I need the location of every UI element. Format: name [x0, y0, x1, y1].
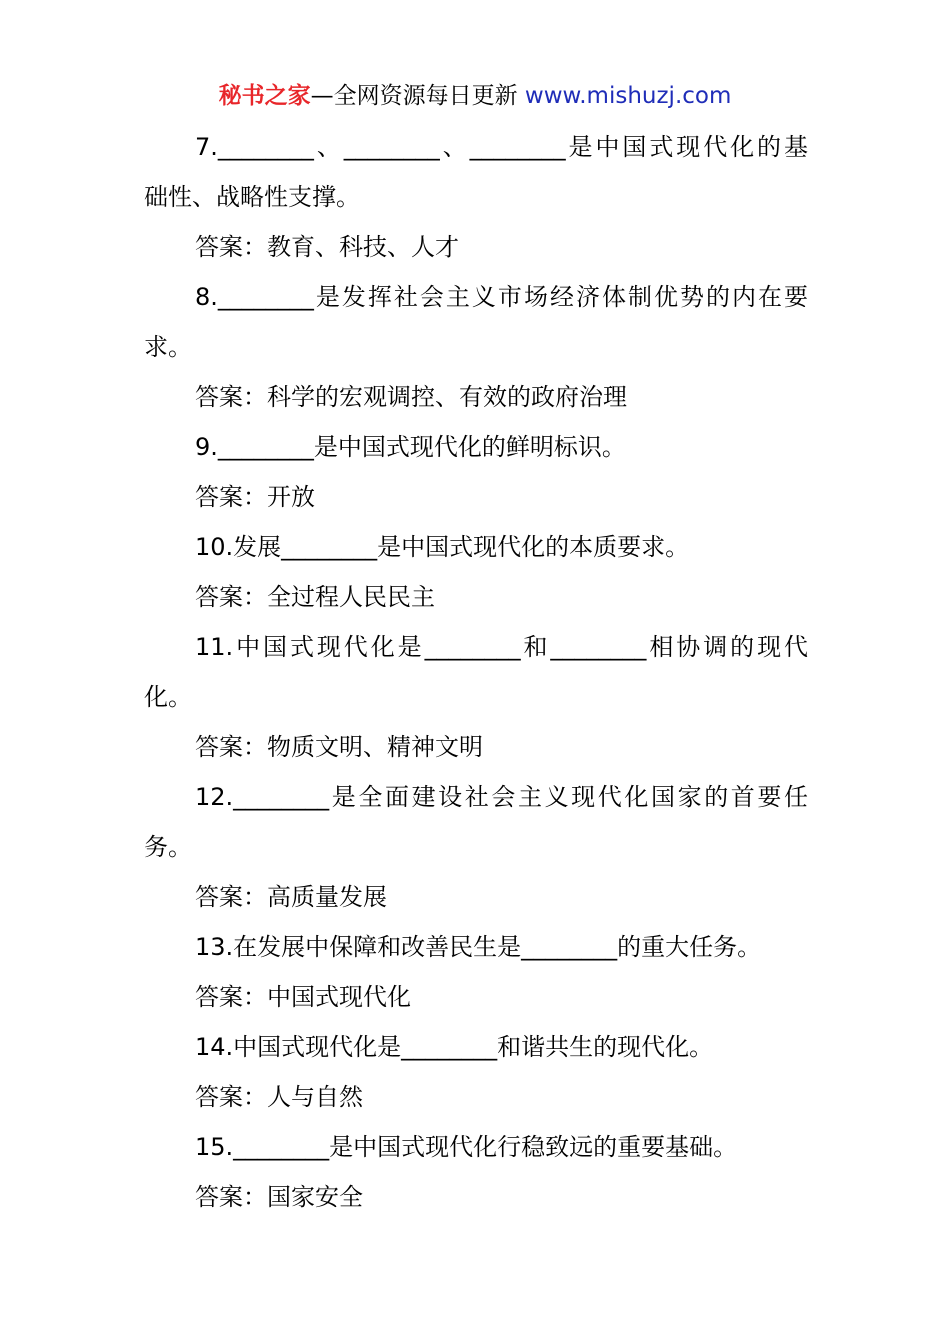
answer-line: 答案：全过程人民民主	[195, 583, 435, 611]
question-line: 10.发展________是中国式现代化的本质要求。	[195, 533, 690, 561]
document-body	[144, 122, 808, 1222]
site-brand: 秘书之家	[218, 83, 311, 109]
question-line: 14.中国式现代化是________和谐共生的现代化。	[195, 1033, 714, 1061]
answer-line: 答案：人与自然	[195, 1083, 363, 1111]
site-tagline: —全网资源每日更新	[310, 83, 518, 109]
question-line: 11.中国式现代化是________和________相协调的现代	[195, 633, 808, 661]
question-line: 13.在发展中保障和改善民生是________的重大任务。	[195, 933, 762, 961]
question-line: 化。	[144, 683, 192, 711]
answer-line: 答案：物质文明、精神文明	[195, 733, 483, 761]
page-header	[0, 78, 950, 114]
answer-line: 答案：高质量发展	[195, 883, 387, 911]
question-line: 7.________、________、________是中国式现代化的基	[195, 133, 808, 161]
question-line: 9.________是中国式现代化的鲜明标识。	[195, 433, 626, 461]
answer-line: 答案：中国式现代化	[195, 983, 411, 1011]
answer-line: 答案：教育、科技、人才	[195, 233, 459, 261]
question-line: 12.________是全面建设社会主义现代化国家的首要任	[195, 783, 808, 811]
answer-line: 答案：开放	[195, 483, 315, 511]
answer-line: 答案：国家安全	[195, 1183, 363, 1211]
question-line: 务。	[144, 833, 192, 861]
question-line: 求。	[144, 333, 192, 361]
site-url-link[interactable]: www.mishuzj.com	[524, 83, 732, 109]
question-line: 8.________是发挥社会主义市场经济体制优势的内在要	[195, 283, 808, 311]
question-line: 15.________是中国式现代化行稳致远的重要基础。	[195, 1133, 738, 1161]
answer-line: 答案：科学的宏观调控、有效的政府治理	[195, 383, 627, 411]
question-line: 础性、战略性支撑。	[144, 183, 360, 211]
